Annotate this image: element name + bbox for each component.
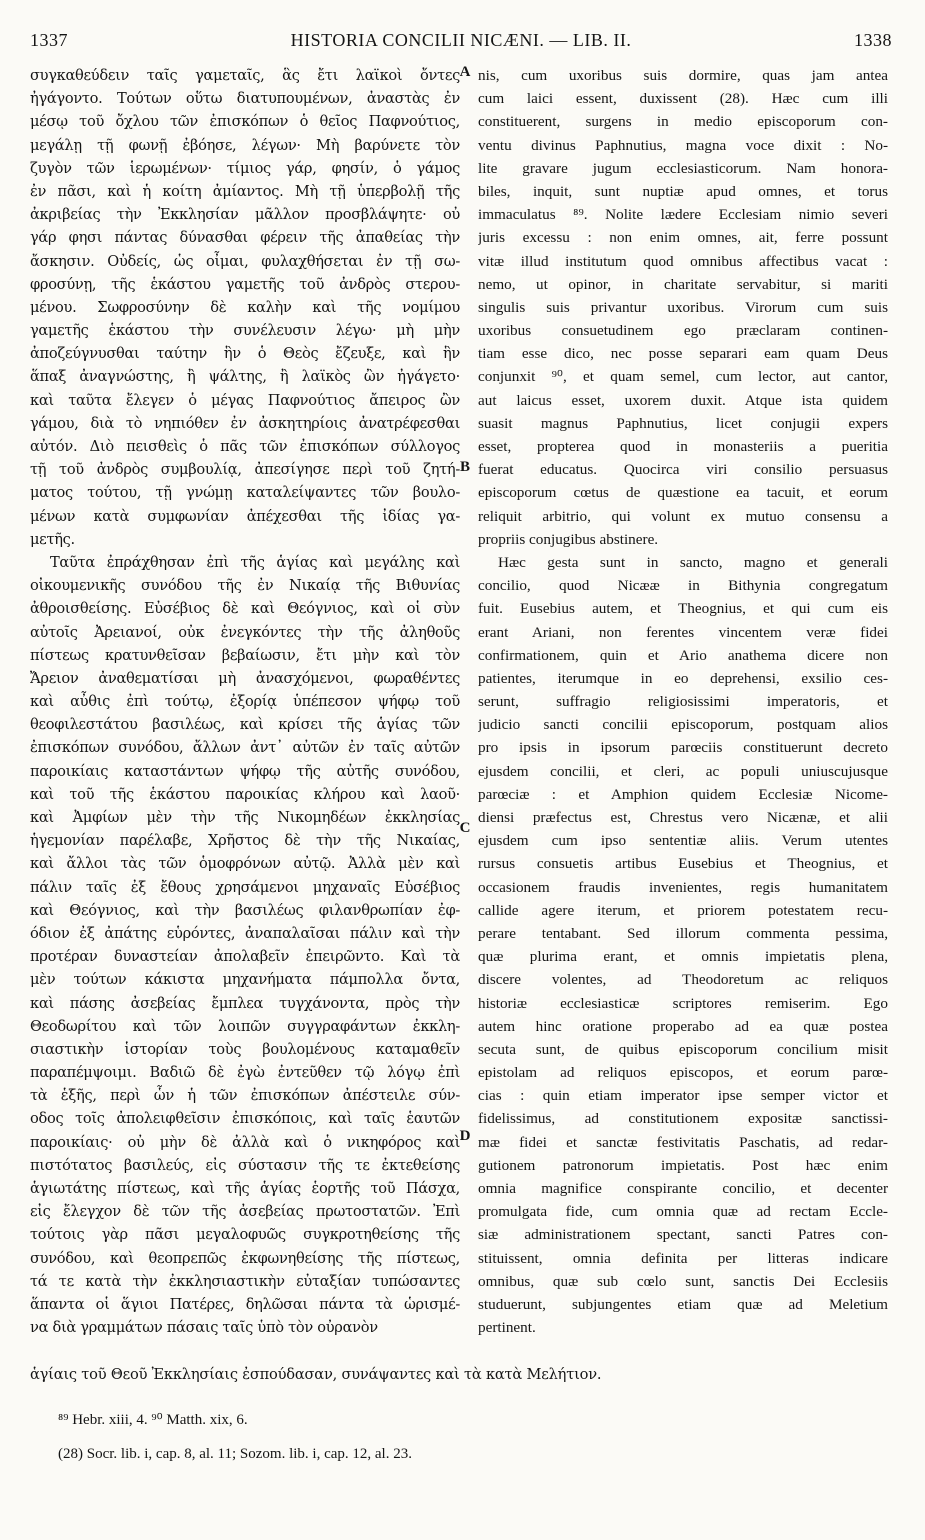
text-line: promulgata fide, cum omnia quæ ad rectam Eccle- [478,1203,888,1221]
text-line: pro ipsis in ipsorum parœciis constituerunt decreto [478,739,888,757]
running-title: HISTORIA CONCILII NICÆNI. — LIB. II. [290,30,632,50]
text-line: gutionem patronorum impietatis. Post hæc enim [478,1156,888,1174]
text-line: rursus consuetis artibus Eusebius et Theognius, et [478,855,888,873]
text-line: aut laicus esset, uxorem duxit. Atque ista quidem [478,391,888,409]
text-line: episcoporum cœtus de quæstione ea tacuit, et eorum [478,484,888,502]
text-line: immaculatus ⁸⁹. Nolite lædere Ecclesiam nimio severi [478,206,888,224]
text-line: siæ administrationem spectant, sancti Patres con- [478,1226,888,1244]
text-line: καὶ Ἀμφίων μὲν τὴν τῆς Νικομηδέων ἐκκλησίας [30,809,460,826]
text-line: occasionem fraudis invenientes, regis humanitatem [478,878,888,896]
text-line: juris excessu : non enim omnes, ait, ferre possunt [478,229,888,247]
text-line: καὶ Θεόγνιος, καὶ τὴν βασιλέως φιλανθρωπίαν ἐφ- [30,901,460,919]
section-marker-d: D [459,1128,471,1144]
text-line: καὶ αὖθις ἐπὶ τούτῳ, ἐξορίᾳ ὑπέπεσον ψήφῳ τοῦ [30,693,460,711]
text-line: ἄσκησιν. Οὐδείς, ὡς οἶμαι, φυλαχθήσεται ἐν τῇ σω- [30,252,460,270]
text-line: lite gravare jugum ecclesiasticorum. Nam honora- [478,159,888,177]
text-line: autem hinc oratione properabo ad ea quæ postea [478,1017,888,1035]
text-line: confirmationem, quin et Ario anathema dicere non [478,646,888,664]
text-line: πιστότατος βασιλεύς, εἰς σύστασιν τῆς τε ἐκτεθείσης [30,1156,460,1174]
text-line: οδος τοῖς ἀπολειφθεῖσιν ἐπισκόποις, καὶ ταῖς ἑαυτῶν [30,1110,460,1128]
text-line: studuerunt, subjungentes etiam quæ ad Meletium [478,1295,888,1313]
text-line: biles, inquit, sunt nuptiæ apud omnes, et torus [478,182,888,200]
text-line: μέσῳ τοῦ ὄχλου τῶν ἐπισκόπων ὁ θεῖος Παφνούτιος, [30,113,460,131]
text-line: judicio sancti concilii episcoporum, postquam alios [478,716,888,734]
text-line: discere volentes, ad Theodoretum ac reliquos [478,971,888,989]
text-line: καὶ ἄλλοι τὰς τῶν ὁμοφρόνων αὐτῷ. Ἀλλὰ μὲν καὶ [30,855,460,873]
text-line: μὲν τούτων κάκιστα μηχανήματα πάμπολλα ὄντα, [30,971,460,989]
text-line: προτέραν δυναστείαν ἀπολαβεῖν ἐπειρῶντο. Καὶ τὰ [30,948,460,966]
text-line: pertinent. [478,1319,536,1337]
text-line: vitæ illud institutum quod omnibus affectibus vacat : [478,252,888,270]
text-line: quæ plurima erant, et omnis impietatis plena, [478,948,888,966]
text-line: diensi præfectus est, Chrestus vero Nicænæ, et alii [478,809,888,826]
text-line: singulis suis privantur uxoribus. Virorum cum suis [478,298,888,316]
text-line: ejusdem cum ipso sententiæ aliis. Verum utentes [478,832,888,850]
text-line: ἠγάγοντο. Τούτων οὕτω διατυπουμένων, ἀναστὰς ἐν [30,90,460,108]
text-line: συγκαθεύδειν ταῖς γαμεταῖς, ἃς ἔτι λαϊκοὶ ὄντες [30,67,460,84]
text-line: concilio, quod Nicææ in Bithynia congregatum [478,577,888,595]
text-line: τὰ ἑξῆς, περὶ ὧν ἡ τῶν ἐπισκόπων ἀπέστειλε σύν- [30,1087,460,1105]
text-line: nis, cum uxoribus suis dormire, quas jam antea [478,67,888,84]
text-line: μετῆς. [30,530,75,548]
text-line: γάμου, διὰ τὸ νηπιόθεν ἐν ἀσκητηρίοις ἀνατρέφεσθαι [30,414,460,432]
text-line: οἰκουμενικῆς συνόδου τῆς ἐν Νικαίᾳ τῆς Βιθυνίας [30,577,460,595]
text-line: συνόδου, καὶ θεοπρεπῶς ἐκφωνηθείσης τῆς πίστεως, [30,1249,460,1267]
text-line: παραπέμψοιμι. Βαδιῶ δὲ ἐγὼ ἐντεῦθεν τῷ λόγῳ ἐπὶ [30,1064,460,1082]
text-line: fuit. Eusebius autem, et Theognius, et qui cum eis [478,600,888,618]
text-line: constituerent, surgens in medio episcoporum con- [478,113,888,131]
latin-column [478,64,888,1339]
text-line: ἅπαξ ἀναγνώστης, ἢ ψάλτης, ἢ λαϊκὸς ὢν ἠγάγετο· [30,368,460,386]
text-line: Hæc gesta sunt in sancto, magno et generali [498,553,888,571]
text-line: ἐν πᾶσι, καὶ ἡ κοίτη ἀμίαντος. Μὴ τῇ ὑπερβολῇ τῆς [30,182,460,200]
text-line: Ἄρειον ἀναθεματίσαι μὴ ἀνασχόμενοι, φωραθέντες [30,669,460,687]
text-line: ζυγὸν τῶν ἱερωμένων· τίμιος γάρ, φησίν, ὁ γάμος [30,159,460,177]
text-line: παροικίαις· οὐ μὴν δὲ ἀλλὰ καὶ ὁ νικηφόρος καὶ [30,1133,460,1151]
text-line: stituissent, omnia definita per litteras indicare [478,1249,888,1267]
text-line: Ταῦτα ἐπράχθησαν ἐπὶ τῆς ἁγίας καὶ μεγάλης καὶ [50,553,460,571]
page-number-left: 1337 [30,30,68,50]
running-header [30,30,892,58]
text-line: φροσύνῃ, τῆς ἑκάστου γαμετῆς τοῦ ἀνδρὸς στερου- [30,275,460,293]
text-line: ματος τούτου, τῇ γνώμῃ καταλείψαντες τῶν βουλο- [30,484,460,502]
text-line: suasit magnus Paphnutius, licet conjugii expers [478,414,888,432]
text-line: cum laici essent, duxissent (28). Hæc cum illi [478,90,888,108]
text-line: αὐτοῖς Ἀρειανοί, οὐκ ἐνεγκόντες τὴν τῆς ἀληθοῦς [30,623,460,641]
text-line: ἀκριβείας τὴν Ἐκκλησίαν μᾶλλον προσβλάψητε· οὐ [30,206,460,224]
text-line: omnibus, quæ sub cœlo sunt, sanctis Dei Ecclesiis [478,1272,888,1290]
text-line: historiæ ecclesiasticæ scriptores remiserim. Ego [478,994,888,1012]
text-line: τῇ τοῦ ἀνδρὸς συμβουλίᾳ, ἀπεσίγησε περὶ τοῦ ζητή- [30,461,460,479]
text-line: σιαστικὴν ἱστορίαν τοὺς βουλομένους καταμαθεῖν [30,1040,460,1058]
text-line: όδιον ἐξ ἀπάτης εὑρόντες, ἀναπαλαῖσαι πάλιν καὶ τὴν [30,924,460,942]
text-line: uxoribus consuetudinem ego præclaram continen- [478,322,888,340]
text-line: secuta sunt, de quibus episcoporum concilium misit [478,1040,888,1058]
text-line: πίστεως κρατυνθεῖσαν βεβαίωσιν, ἔτι μὴν καὶ τὸν [30,646,460,664]
text-line: tiam esse dico, nec posse separari eam quam Deus [478,345,888,363]
text-line: reliquit arbitrio, qui volunt ex mutuo consensu a [478,507,888,525]
text-line: ἀποζεύγνυσθαι ταύτην ἣν ὁ Θεὸς ἔζευξε, καὶ ἣν [30,345,460,363]
text-line: καὶ ταῦτα ἔλεγεν ὁ μέγας Παφνούτιος ἄπειρος ὢν [30,391,460,409]
text-line: μένων κατὰ συμφωνίαν ἀπέχεσθαι τῆς ἰδίας γα- [30,507,460,525]
text-line: καὶ πάσης ἀσεβείας ἔμπλεα τυγχάνοντα, πρὸς τὴν [30,994,460,1012]
text-line: ἁγιωτάτης πίστεως, καὶ τῆς ἁγίας ἑορτῆς τοῦ Πάσχα, [30,1180,460,1197]
page-number-right: 1338 [854,30,892,50]
text-line: καὶ τοῦ τῆς ἑκάστου παροικίας κλήρου καὶ λαοῦ· [30,785,460,803]
section-marker-b: B [459,459,470,475]
text-line: propriis conjugibus abstinere. [478,530,659,548]
source-footnotes: (28) Socr. lib. i, cap. 8, al. 11; Sozom. lib. i, cap. 12, al. 23. [58,1446,412,1462]
text-line: nemo, ut opinor, in charitate servabitur, si mariti [478,275,888,293]
text-line: παροικίαις καταστάντων ψήφῳ τῆς αὐτῆς συνόδου, [30,762,460,780]
text-line: αὐτόν. Διὸ πεισθεὶς ὁ πᾶς τῶν ἐπισκόπων σύλλογος [30,438,460,455]
text-line: erant Ariani, non ferentes vincentem veræ fidei [478,623,888,641]
text-line: epistolam ad reliquos episcopos, et eorum parœ- [478,1064,888,1082]
text-line: να διὰ γραμμάτων πάσαις ταῖς ὑπὸ τὸν οὐρανὸν [30,1319,378,1337]
greek-column [30,64,460,1339]
text-line: εἰς ἔλεγχον δὲ τῶν τῆς ἀσεβείας πρωτοστατῶν. Ἐπὶ [30,1203,460,1221]
text-line: μεγάλῃ τῇ φωνῇ ἐβόησε, λέγων· Μὴ βαρύνετε τὸν [30,136,460,154]
text-line: Θεοδωρίτου καὶ τῶν λοιπῶν συγγραφάντων ἐκκλη- [30,1017,460,1035]
text-line: ἐπισκόπων συνόδου, ἄλλων ἀντ᾽ αὐτῶν ἐν ταῖς αὐτῶν [30,739,460,757]
greek-closing-line: ἁγίαις τοῦ Θεοῦ Ἐκκλησίαις ἐσπούδασαν, συνάψαντες καὶ τὰ κατὰ Μελήτιον. [30,1366,602,1383]
text-line: ejusdem concilii, et cleri, ac populi uniuscujusque [478,762,888,780]
text-line: serunt, suffragio religiosissimi imperatoris, et [478,693,888,711]
text-line: mæ fidei et sanctæ festivitatis Paschatis, ad redar- [478,1133,888,1151]
text-line: τά τε κατὰ τὴν ἐκκλησιαστικὴν εὐταξίαν τυπώσαντες [30,1272,460,1290]
text-line: τούτοις γὰρ πᾶσι μεγαλοφυῶς συγκροτηθείσης τῆς [30,1226,460,1244]
text-line: conjunxit ⁹⁰, et quam semel, cum lector, aut cantor, [478,368,888,386]
text-line: fidelissimus, ad constitutionem expositæ sanctissi- [478,1110,888,1128]
text-line: ἅπαντα οἱ ἅγιοι Πατέρες, δηλῶσαι πάντα τὰ ὡρισμέ- [30,1295,460,1313]
text-line: ventu divinus Paphnutius, magna voce dixit : No- [478,136,888,154]
text-line: patientes, iterumque in eo deprehensi, exsilio ces- [478,669,888,687]
section-marker-a: A [459,64,471,80]
text-line: perare tentabant. Sed illorum commenta pessima, [478,924,888,942]
text-line: esset, propterea quod in monasteriis a pueritia [478,438,888,455]
text-line: cias : quin etiam imperator ipse semper victor et [478,1087,888,1105]
text-line: fuerat educatus. Quocirca viri consilio persuasus [478,461,888,479]
text-line: γαμετῆς ἑκάστου τὴν συνέλευσιν λέγω· μὴ μὴν [30,322,460,340]
text-line: μένου. Σωφροσύνην δὲ καλὴν καὶ τῆς νομίμου [30,298,460,316]
text-line: omnia magnifice conspirante concilio, et decenter [478,1180,888,1197]
text-line: θεοφιλεστάτου βασιλέως, καὶ κρίσει τῆς ἁγίας τῶν [30,716,460,734]
text-line: ἀθροισθείσης. Εὐσέβιος δὲ καὶ Θεόγνιος, καὶ οἱ σὺν [30,600,460,618]
text-line: γάρ φησι πάντας δύνασθαι φέρειν τῆς ἀπαθείας τὴν [30,229,460,247]
text-line: ἡγεμονίαν παρέλαβε, Χρῆστος δὲ τὴν τῆς Νικαίας, [30,832,460,850]
text-line: πάλιν ταῖς ἐξ ἔθους χρησάμενοι μηχαναῖς Εὐσέβιος [30,878,460,896]
text-line: callide agere iterum, et priorem potestatem recu- [478,901,888,919]
text-line: parœciæ : et Amphion quidem Ecclesiæ Nicome- [478,785,888,803]
section-marker-c: C [459,820,471,836]
scripture-footnotes: ⁸⁹ Hebr. xiii, 4. ⁹⁰ Matth. xix, 6. [58,1412,248,1428]
